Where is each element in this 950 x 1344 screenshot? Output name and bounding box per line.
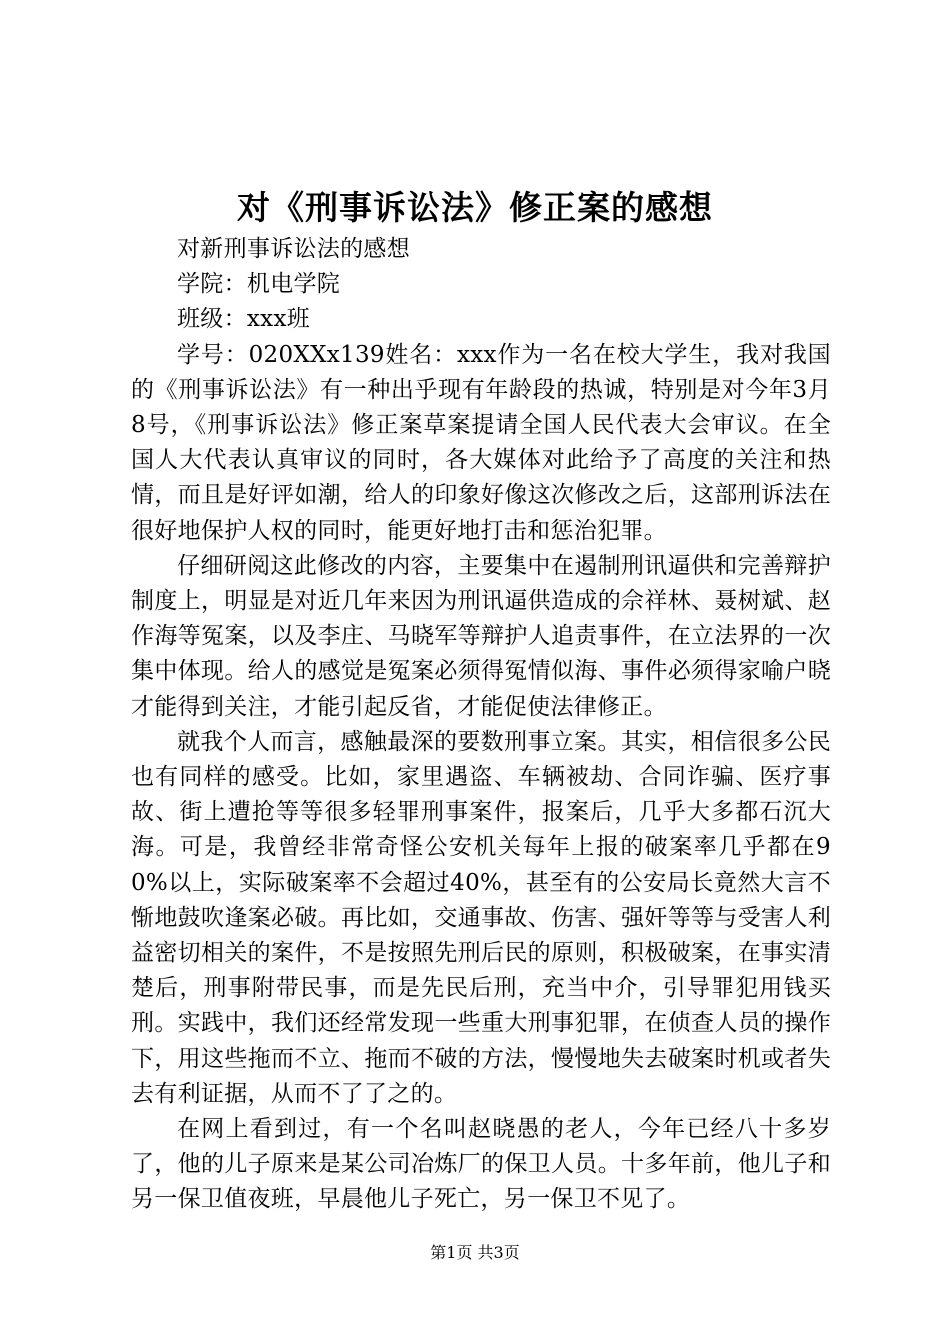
paragraph-college: 学院：机电学院 [177,271,341,298]
paragraph-intro: 学号：020XXx139姓名：xxx作为一名在校大学生，我对我国的《刑事诉讼法》有一种出乎现有年龄段的热诚，特别是对今年3月8号，《刑事诉讼法》修正案草案提请全国人民代表大会审议。在全国人大代表认真审议的同时，各大媒体对此给予了高度的关注和热情，而且是好评如潮，给人的印象好像这次修改之后，这部刑诉法在很好地保护人权的同时，能更好地打击和惩治犯罪。 [131,341,831,544]
paragraph-filing: 就我个人而言，感触最深的要数刑事立案。其实，相信很多公民也有同样的感受。比如，家里遇盗、车辆被劫、合同诈骗、医疗事故、街上遭抢等等很多轻罪刑事案件，报案后，几乎大多都石沉大海。可是，我曾经非常奇怪公安机关每年上报的破案率几乎都在90%以上，实际破案率不会超过40%，甚至有的公安局长竟然大言不惭地鼓吹逢案必破。再比如，交通事故、伤害、强奸等等与受害人利益密切相关的案件，不是按照先刑后民的原则，积极破案，在事实清楚后，刑事附带民事，而是先民后刑，充当中介，引导罪犯用钱买刑。实践中，我们还经常发现一些重大刑事犯罪，在侦查人员的操作下，用这些拖而不立、拖而不破的方法，慢慢地失去破案时机或者失去有利证据，从而不了了之的。 [131,728,831,1107]
page-footer: 第1页 共3页 [430,1243,520,1262]
paragraph-subtitle: 对新刑事诉讼法的感想 [177,236,410,262]
paragraph-class: 班级：xxx班 [177,306,311,333]
document-title: 对《刑事诉讼法》修正案的感想 [237,188,713,227]
paragraph-case: 在网上看到过，有一个名叫赵晓愚的老人，今年已经八十多岁了，他的儿子原来是某公司冶炼厂的保卫人员。十多年前，他儿子和另一保卫值夜班，早晨他儿子死亡，另一保卫不见了。 [131,1116,831,1213]
document-body [131,232,831,1218]
paragraph-revision: 仔细研阅这此修改的内容，主要集中在遏制刑讯逼供和完善辩护制度上，明显是对近几年来因为刑讯逼供造成的佘祥林、聂树斌、赵作海等冤案，以及李庄、马晓军等辩护人追责事件，在立法界的一次集中体现。给人的感觉是冤案必须得冤情似海、事件必须得家喻户晓才能得到关注，才能引起反省，才能促使法律修正。 [131,552,831,720]
